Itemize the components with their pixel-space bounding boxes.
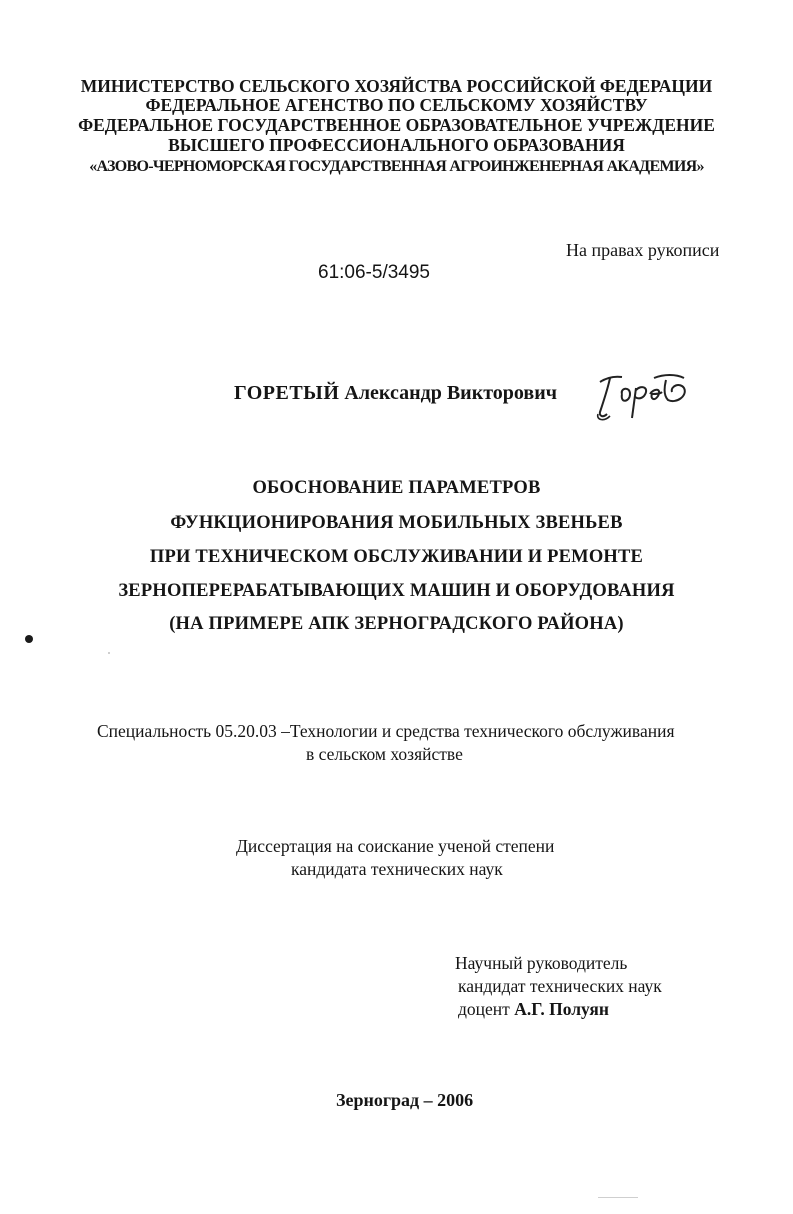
supervisor-degree: кандидат технических наук	[458, 976, 662, 996]
supervisor-rank: доцент	[458, 999, 515, 1019]
title-line-2: ФУНКЦИОНИРОВАНИЯ МОБИЛЬНЫХ ЗВЕНЬЕВ	[170, 513, 623, 533]
author-signature	[592, 364, 692, 426]
city-year: Зерноград – 2006	[336, 1090, 474, 1110]
supervisor-title-name	[458, 999, 609, 1020]
catalog-code: 61:06-5/3495	[318, 262, 430, 283]
author-given-names: Александр Викторович	[344, 382, 558, 404]
ministry-line: МИНИСТЕРСТВО СЕЛЬСКОГО ХОЗЯЙСТВА РОССИЙСКОЙ ФЕДЕРАЦИИ	[80, 76, 713, 96]
title-line-1: ОБОСНОВАНИЕ ПАРАМЕТРОВ	[252, 478, 541, 498]
author-surname: ГОРЕТЫЙ	[234, 382, 340, 404]
title-line-3: ПРИ ТЕХНИЧЕСКОМ ОБСЛУЖИВАНИИ И РЕМОНТЕ	[149, 547, 644, 567]
title-line-4: ЗЕРНОПЕРЕРАБАТЫВАЮЩИХ МАШИН И ОБОРУДОВАНИЯ	[118, 581, 675, 601]
education-level-line: ВЫСШЕГО ПРОФЕССИОНАЛЬНОГО ОБРАЗОВАНИЯ	[168, 135, 625, 155]
specialty-line-2: в сельском хозяйстве	[306, 744, 463, 764]
title-line-5: (НА ПРИМЕРЕ АПК ЗЕРНОГРАДСКОГО РАЙОНА)	[169, 614, 624, 634]
dissertation-line-2: кандидата технических наук	[291, 859, 503, 879]
agency-line: ФЕДЕРАЛЬНОЕ АГЕНСТВО ПО СЕЛЬСКОМУ ХОЗЯЙСТВУ	[145, 95, 648, 115]
institution-type-line: ФЕДЕРАЛЬНОЕ ГОСУДАРСТВЕННОЕ ОБРАЗОВАТЕЛЬНОЕ УЧРЕЖДЕНИЕ	[78, 115, 715, 135]
supervisor-label: Научный руководитель	[455, 953, 628, 973]
author-name	[234, 382, 557, 405]
scan-artifact	[108, 652, 110, 654]
manuscript-rights: На правах рукописи	[566, 240, 720, 260]
academy-name-line: «АЗОВО-ЧЕРНОМОРСКАЯ ГОСУДАРСТВЕННАЯ АГРОИНЖЕНЕРНАЯ АКАДЕМИЯ»	[89, 158, 704, 175]
supervisor-name: А.Г. Полуян	[514, 999, 609, 1019]
scan-artifact	[598, 1197, 638, 1198]
margin-dot	[25, 635, 33, 643]
dissertation-line-1: Диссертация на соискание ученой степени	[236, 836, 555, 856]
specialty-line-1: Специальность 05.20.03 –Технологии и средства технического обслуживания	[97, 721, 675, 741]
